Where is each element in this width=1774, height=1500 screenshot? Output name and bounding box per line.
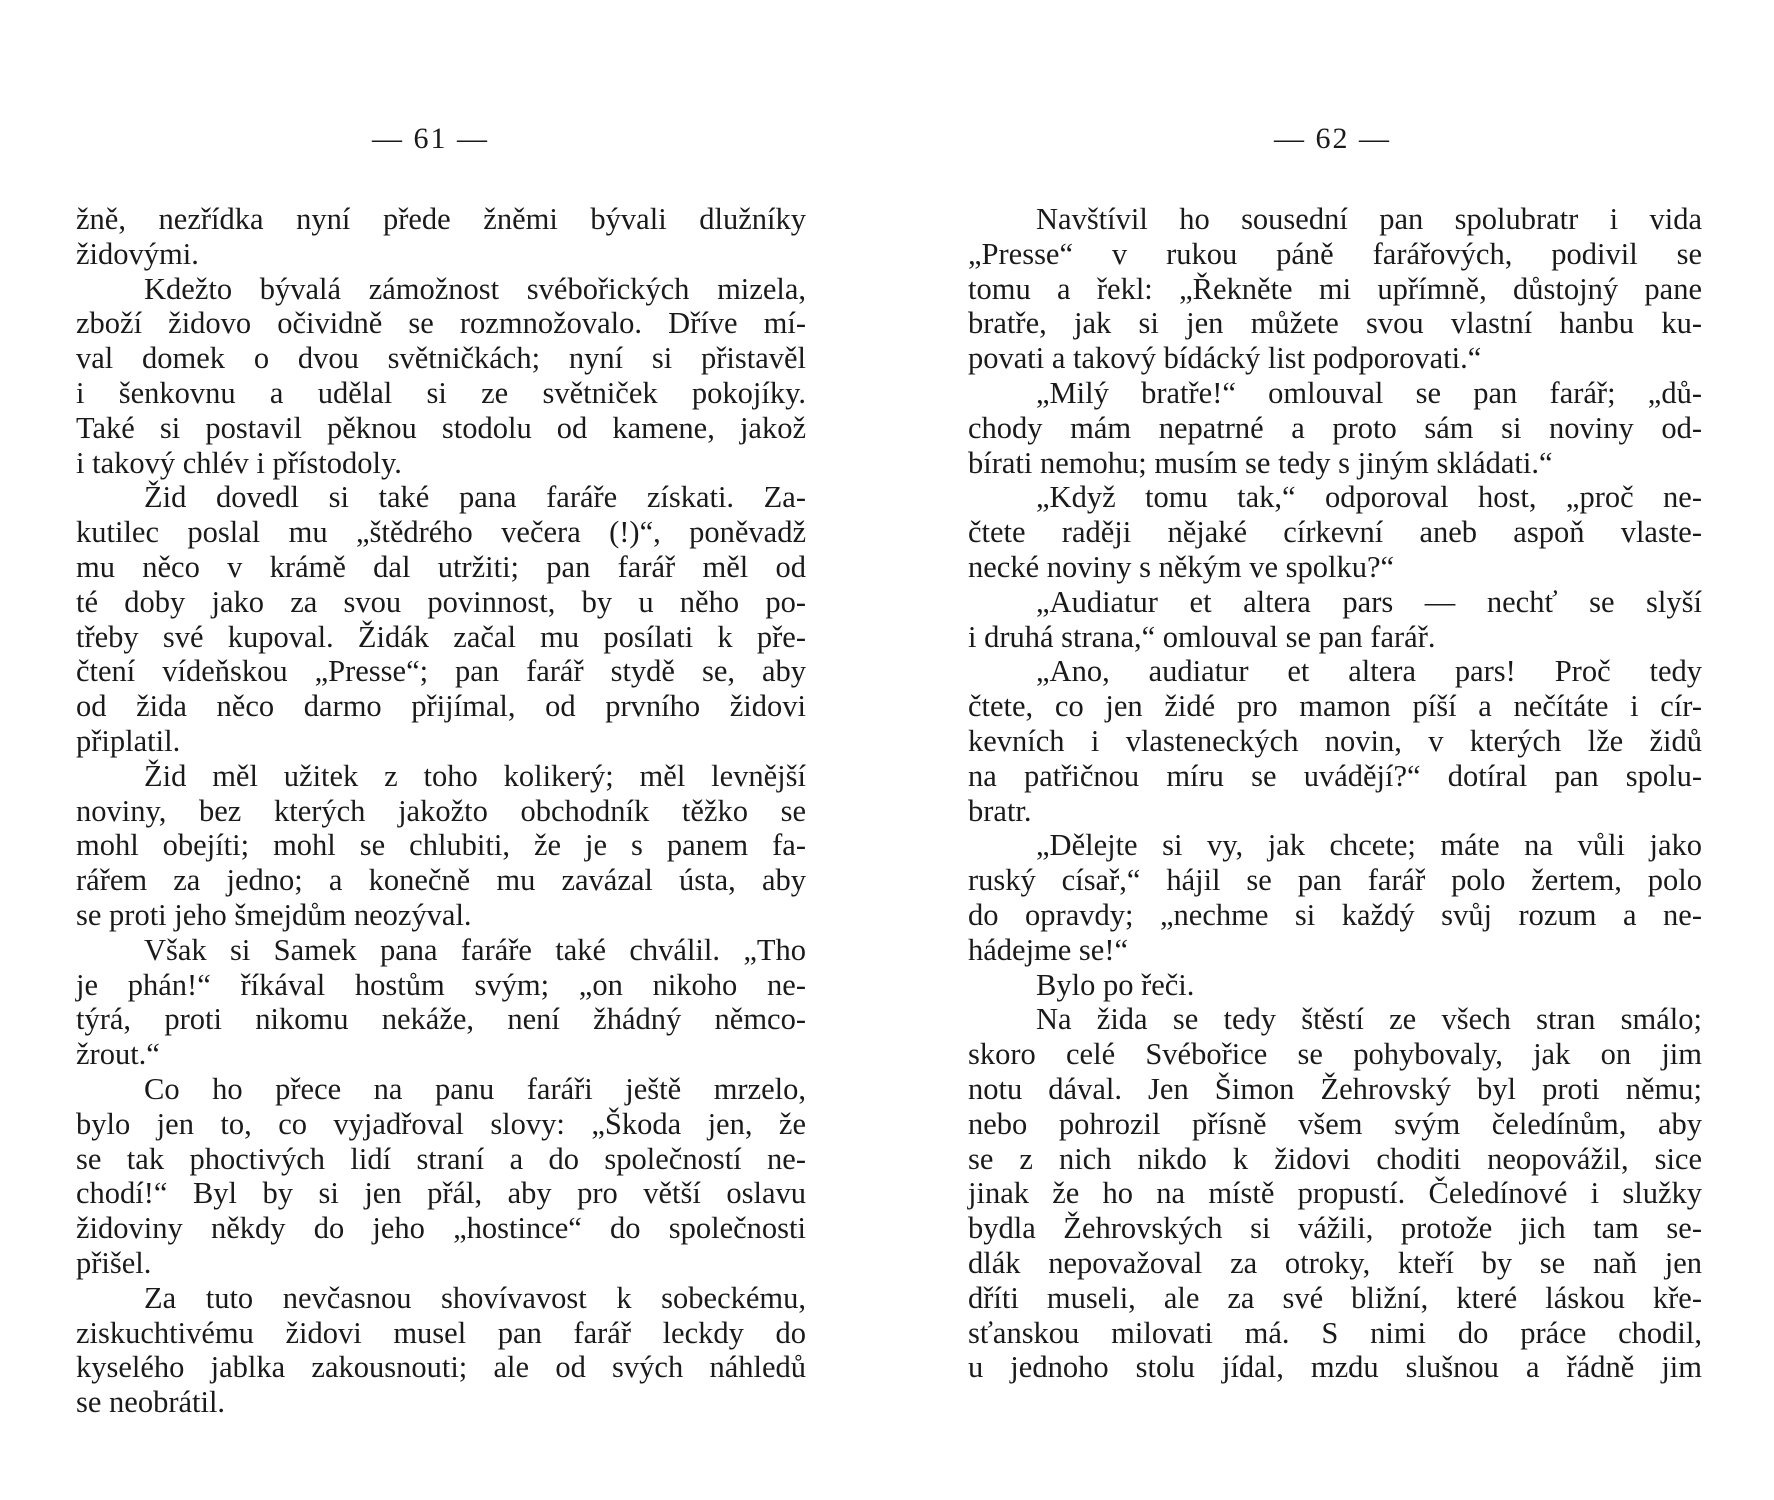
text-line: dříti museli, ale za své bližní, které láskou kře- — [968, 1280, 1702, 1315]
text-line: Za tuto nevčasnou shovívavost k sobeckému, — [144, 1280, 806, 1315]
text-line: se neobrátil. — [76, 1385, 226, 1420]
text-line: žrout.“ — [76, 1037, 160, 1072]
body-text — [968, 202, 1702, 1385]
text-line: nebo pohrozil přísně všem svým čeledínům, aby — [968, 1106, 1702, 1141]
text-line: Kdežto bývalá zámožnost svébořických mizela, — [144, 271, 806, 306]
text-line: ruský císař,“ hájil se pan farář polo žertem, polo — [968, 863, 1702, 898]
text-line: ziskuchtivému židovi musel pan farář leckdy do — [76, 1315, 806, 1350]
text-line: zboží židovo očividně se rozmnožovalo. Dříve mí- — [76, 306, 806, 341]
text-line: rářem za jedno; a konečně mu zavázal ústa, aby — [76, 863, 806, 898]
text-line: hádejme se!“ — [968, 932, 1129, 967]
text-line: připlatil. — [76, 723, 181, 758]
text-line: žně, nezřídka nyní přede žněmi bývali dlužníky — [76, 202, 806, 236]
text-line: kyselého jablka zakousnouti; ale od svých náhledů — [76, 1350, 806, 1385]
text-line: kutilec poslal mu „štědrého večera (!)“, poněvadž — [76, 515, 806, 550]
text-line: dlák nepovažoval za otroky, kteří by se naň jen — [968, 1245, 1702, 1280]
text-line: i druhá strana,“ omlouval se pan farář. — [968, 619, 1436, 654]
text-line: necké noviny s někým ve spolku?“ — [968, 549, 1395, 584]
text-line: čtete raději nějaké církevní aneb aspoň vlaste- — [968, 515, 1702, 550]
text-line: židoviny někdy do jeho „hostince“ do společnosti — [76, 1211, 806, 1246]
text-line: noviny, bez kterých jakožto obchodník těžko se — [76, 793, 806, 828]
text-line: Bylo po řeči. — [1036, 967, 1195, 1002]
text-line: se tak phoctivých lidí straní a do společností ne- — [76, 1141, 806, 1176]
text-line: se proti jeho šmejdům neozýval. — [76, 897, 472, 932]
text-line: i šenkovnu a udělal si ze světniček pokojíky. — [76, 375, 806, 410]
text-line: bratře, jak si jen můžete svou vlastní hanbu ku- — [968, 306, 1702, 341]
text-line: u jednoho stolu jídal, mzdu slušnou a řádně jim — [968, 1350, 1702, 1385]
text-line: té doby jako za svou povinnost, by u něho po- — [76, 584, 806, 619]
text-line: Žid měl užitek z toho kolikerý; měl levnější — [144, 758, 806, 793]
text-line: „Ano, audiatur et altera pars! Proč tedy — [1036, 654, 1702, 689]
text-line: od žida něco darmo přijímal, od prvního židovi — [76, 689, 806, 724]
text-line: týrá, proti nikomu nekáže, není žhádný němco- — [76, 1002, 806, 1037]
text-line: „Dělejte si vy, jak chcete; máte na vůli jako — [1036, 828, 1702, 863]
text-line: chody mám nepatrné a proto sám si noviny od- — [968, 410, 1702, 445]
text-line: čtete, co jen židé pro mamon píší a nečítáte i cír- — [968, 689, 1702, 724]
text-line: židovými. — [76, 236, 199, 271]
text-line: tomu a řekl: „Řekněte mi upřímně, důstojný pane — [968, 271, 1702, 306]
text-line: „Audiatur et altera pars — nechť se slyší — [1036, 584, 1702, 619]
text-line: přišel. — [76, 1245, 152, 1280]
text-line: třeby své kupoval. Židák začal mu posílati k pře- — [76, 619, 806, 654]
text-line: bírati nemohu; musím se tedy s jiným skládati.“ — [968, 445, 1553, 480]
text-line: chodí!“ Byl by si jen přál, aby pro větší oslavu — [76, 1176, 806, 1211]
text-line: Však si Samek pana faráře také chválil. „Tho — [144, 932, 806, 967]
body-text — [76, 202, 806, 1420]
text-line: povati a takový bídácký list podporovati.“ — [968, 341, 1482, 376]
text-line: Také si postavil pěknou stodolu od kamene, jakož — [76, 410, 806, 445]
page-number: — 61 — — [372, 122, 489, 155]
text-line: sťanskou milovati má. S nimi do práce chodil, — [968, 1315, 1702, 1350]
text-line: Žid dovedl si také pana faráře získati. Za- — [144, 480, 806, 515]
text-line: mohl obejíti; mohl se chlubiti, že je s panem fa- — [76, 828, 806, 863]
text-line: „Presse“ v rukou páně farářových, podivil se — [968, 236, 1702, 271]
text-line: Na žida se tedy štěstí ze všech stran smálo; — [1036, 1002, 1702, 1037]
text-line: kevních i vlasteneckých novin, v kterých lže židů — [968, 723, 1702, 758]
text-line: jinak že ho na místě propustí. Čeledínové i služky — [968, 1176, 1702, 1211]
text-line: je phán!“ říkával hostům svým; „on nikoho ne- — [76, 967, 806, 1002]
text-line: Navštívil ho sousední pan spolubratr i vida — [1036, 202, 1702, 236]
text-line: „Milý bratře!“ omlouval se pan farář; „dů- — [1036, 375, 1702, 410]
text-line: Co ho přece na panu faráři ještě mrzelo, — [144, 1071, 806, 1106]
text-line: notu dával. Jen Šimon Žehrovský byl proti němu; — [968, 1071, 1702, 1106]
text-line: na patřičnou míru se uvádějí?“ dotíral pan spolu- — [968, 758, 1702, 793]
text-line: bylo jen to, co vyjadřoval slovy: „Škoda jen, že — [76, 1106, 806, 1141]
page-number: — 62 — — [1274, 122, 1391, 155]
text-line: „Když tomu tak,“ odporoval host, „proč ne- — [1036, 480, 1702, 515]
text-line: val domek o dvou světničkách; nyní si přistavěl — [76, 341, 806, 376]
text-line: i takový chlév i přístodoly. — [76, 445, 402, 480]
text-line: do opravdy; „nechme si každý svůj rozum a ne- — [968, 897, 1702, 932]
text-line: mu něco v krámě dal utržiti; pan farář měl od — [76, 549, 806, 584]
text-line: bydla Žehrovských si vážili, protože jich tam se- — [968, 1211, 1702, 1246]
text-line: bratr. — [968, 793, 1032, 828]
right-page — [887, 0, 1774, 1500]
text-line: se z nich nikdo k židovi choditi neopovážil, sice — [968, 1141, 1702, 1176]
text-line: skoro celé Svébořice se pohybovaly, jak on jim — [968, 1037, 1702, 1072]
text-line: čtení vídeňskou „Presse“; pan farář stydě se, aby — [76, 654, 806, 689]
